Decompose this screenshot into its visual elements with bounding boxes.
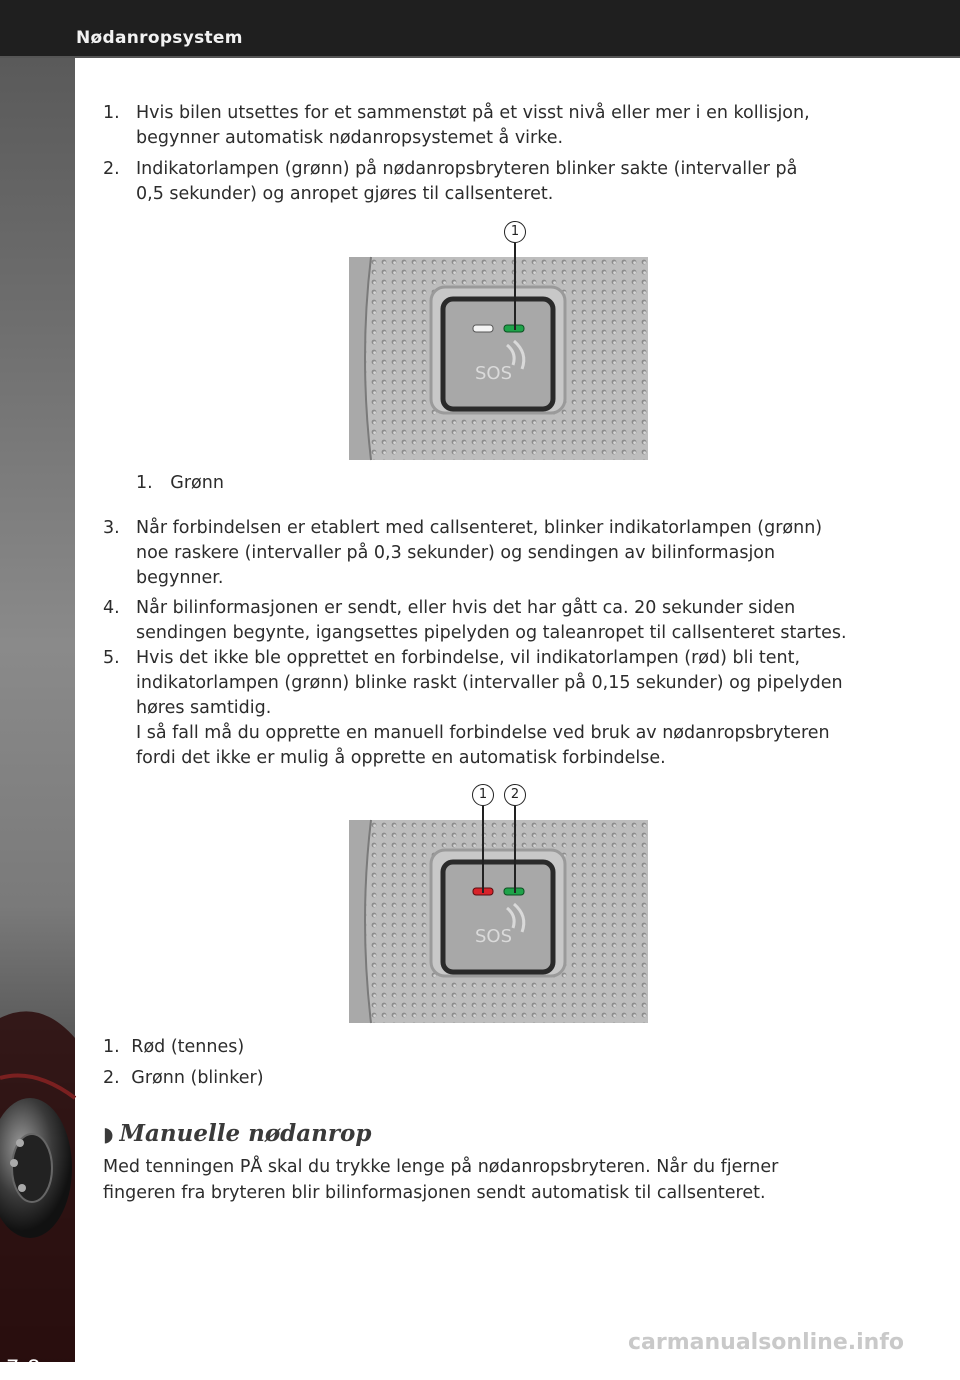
- sos-label: SOS: [475, 363, 513, 384]
- figure-caption: 2. Grønn (blinker): [103, 1068, 264, 1088]
- callout-line: [482, 806, 484, 893]
- figure-caption: 1. Rød (tennes): [103, 1037, 245, 1057]
- sos-button-figure-2: [349, 820, 648, 1023]
- section-heading: ◗ Manuelle nødanrop: [103, 1120, 372, 1147]
- sidebar-strip: [0, 58, 75, 1380]
- watermark: carmanualsonline.info: [628, 1330, 904, 1355]
- sos-label: SOS: [475, 926, 513, 947]
- page-number: 7-8: [6, 1356, 41, 1380]
- page-header: [0, 0, 960, 58]
- sos-panel-illustration: [349, 820, 648, 1023]
- section-paragraph: Med tenningen PÅ skal du trykke lenge på nødanropsbryteren. Når du fjerner fingeren fra bryteren blir bilinformasjonen sendt automatisk til callsenteret.: [103, 1157, 779, 1203]
- callout-line: [514, 806, 516, 893]
- callout-marker: 2: [504, 784, 526, 806]
- figure-caption: 1. Grønn: [136, 473, 224, 493]
- section-marker-icon: ◗: [103, 1122, 114, 1146]
- callout-marker: 1: [472, 784, 494, 806]
- sos-panel-illustration: [349, 257, 648, 460]
- callout-marker: 1: [504, 221, 526, 243]
- sos-button-figure-1: [349, 257, 648, 460]
- header-title: Nødanropsystem: [76, 28, 243, 48]
- car-headlight-art: [0, 958, 75, 1362]
- callout-line: [514, 243, 516, 330]
